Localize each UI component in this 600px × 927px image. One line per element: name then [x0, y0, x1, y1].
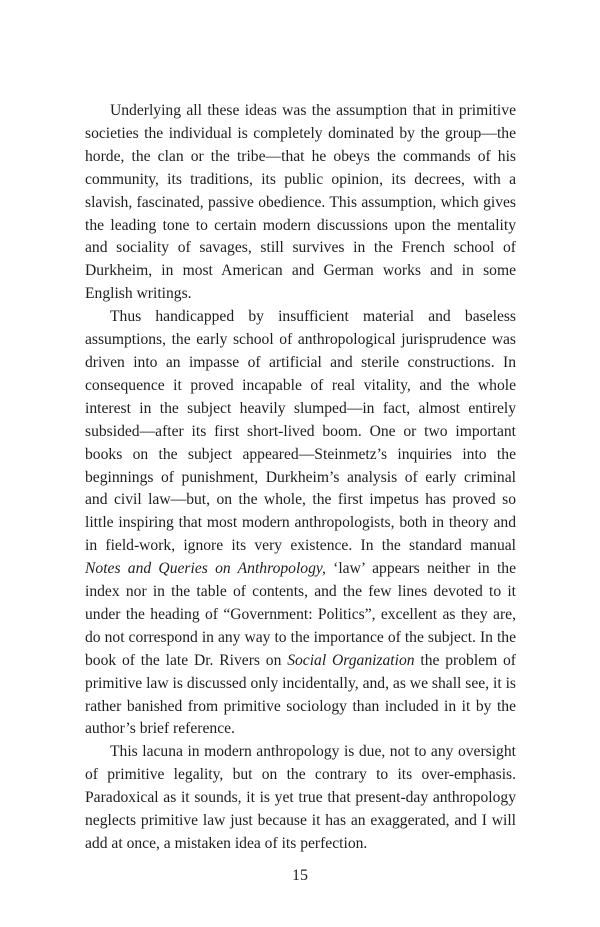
paragraph	[85, 741, 516, 856]
page-body	[85, 100, 516, 856]
paragraph	[85, 306, 516, 741]
text-segment: the problem of primitive law is discussed only incidentally, and, as we shall see, it is rather banished from primitive sociology than included in it by the author’s brief reference.	[85, 651, 517, 738]
page-number: 15	[292, 867, 308, 884]
text-segment: Thus handicapped by insufficient material and baseless assumptions, the early school of anthropological jurisprudence was driven into an impasse of artificial and sterile constructions. In consequence it proved incapable of real vitality, and the whole interest in the subject heavily slumped—in fact, almost entirely subsided—after its first short-lived boom. One or two important books on the subject appeared—Steinmetz’s inquiries into the beginnings of punishment, Durkheim’s analysis of early criminal and civil law—but, on the whole, the first impetus has proved so little inspiring that most modern anthropologists, both in theory and in field-work, ignore its very existence. In the standard manual	[85, 308, 516, 555]
book-title-italic: Notes and Queries on Anthropology,	[85, 560, 326, 578]
book-title-italic: Social Organization	[287, 651, 415, 669]
text-segment: ‘law’ appears neither in the index nor in the table of contents, and the few lines devoted to it under the heading of “Government: Politics”, excellent as they are, do not correspond in any way to the importance of the subject. In the book of the late Dr. Rivers on	[85, 560, 517, 669]
paragraph	[85, 100, 516, 306]
text-segment: This lacuna in modern anthropology is due, not to any oversight of primitive legality, but on the contrary to its over-emphasis. Paradoxical as it sounds, it is yet true that present-day anthropology neglects primitive law just because it has an exaggerated, and I will add at once, a mistaken idea of its perfection.	[85, 743, 516, 852]
text-segment: Underlying all these ideas was the assumption that in primitive societies the individual is completely dominated by the group—the horde, the clan or the tribe—that he obeys the commands of his community, its traditions, its public opinion, its decrees, with a slavish, fascinated, passive obedience. This assumption, which gives the leading tone to certain modern discussions upon the mentality and sociality of savages, still survives in the French school of Durkheim, in most American and German works and in some English writings.	[85, 102, 516, 303]
